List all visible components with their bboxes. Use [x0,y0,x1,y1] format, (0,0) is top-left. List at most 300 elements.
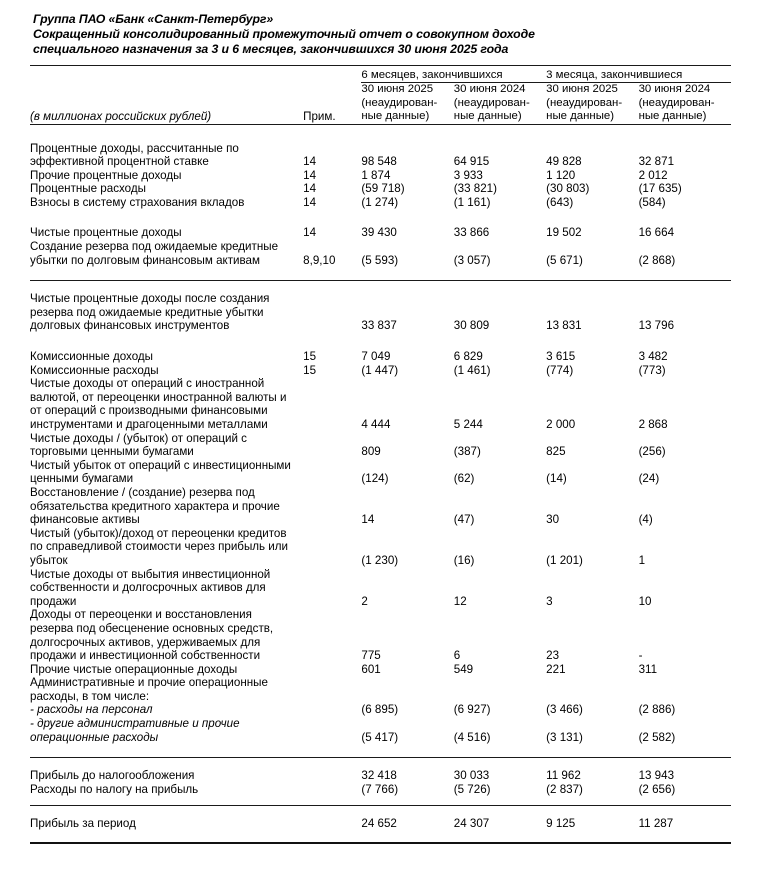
row-note: 14 [303,195,317,209]
spacer [30,806,731,817]
row-blank [546,622,638,636]
row-blank [454,690,546,704]
row-value-c4: 16 664 [638,226,675,240]
spacer [30,758,731,769]
row-value-c2: 6 829 [453,350,483,364]
row-value-c1: 1 874 [361,168,391,182]
title-line-1: Группа ПАО «Банк «Санкт-Петербург» [33,12,274,26]
row-blank [361,690,453,704]
row-value-c4: - [638,649,643,663]
table-row [30,377,731,391]
row-blank [361,540,453,554]
row-value-c1: (5 417) [361,730,399,744]
row-label-fee-income: Комиссионные доходы [30,350,154,364]
row-value-c4: (2 886) [638,703,676,717]
row-value-c3: (774) [546,363,574,377]
table-row [30,445,731,459]
row-value-c4: 32 871 [638,155,675,169]
row-note [303,554,361,568]
row-blank [361,636,453,650]
row-blank [361,292,453,306]
row-blank [639,500,731,514]
row-value-c4: 2 868 [638,418,668,432]
header-spacer [30,66,303,83]
row-value-c4: (4) [638,513,653,527]
row-blank [361,676,453,690]
row-blank [546,717,638,731]
row-value-c2: (1 461) [453,363,491,377]
spacer [30,124,731,142]
row-blank [639,690,731,704]
row-blank [546,690,638,704]
row-blank [546,527,638,541]
row-label-invsec-l1: Чистый убыток от операций с инвестиционными [30,458,291,472]
header-qualifier-row-1 [30,97,731,110]
row-blank [303,486,361,500]
table-row [30,142,731,156]
table-row [30,404,731,418]
header-empty-3 [30,97,303,110]
row-note [303,418,361,432]
row-value-c3: 30 [546,513,560,527]
header-qualifier-3a: (неаудирован- [546,96,623,109]
row-value-c1: 7 049 [361,350,391,364]
header-qualifier-4a: (неаудирован- [638,96,715,109]
row-label-fee-expense: Комиссионные расходы [30,363,159,377]
row-value-c1: (5 593) [361,253,399,267]
row-note [303,817,361,831]
row-label-fx-l4: инструментами и драгоценными металлами [30,418,268,432]
row-blank [303,500,361,514]
header-units-row [30,110,731,124]
document-title [33,12,731,58]
table-row [30,169,731,183]
row-blank [546,432,638,446]
closing-rule [30,842,731,844]
row-value-c1: 14 [361,513,375,527]
row-value-c4: 10 [638,594,652,608]
header-qualifier-2a: (неаудирован- [453,96,530,109]
spacer [30,281,731,292]
row-label-trading-l2: торговыми ценными бумагами [30,445,194,459]
row-blank [639,306,731,320]
header-qualifier-3b: ные данные) [546,110,638,124]
row-blank [454,540,546,554]
table-row [30,319,731,333]
row-value-c3: 825 [546,445,566,459]
row-blank [454,404,546,418]
row-note [303,595,361,609]
row-label-reval-l3: долгосрочных активов, удерживаемых для [30,635,261,649]
row-blank [454,240,546,254]
row-blank [546,486,638,500]
row-blank [546,636,638,650]
row-value-c1: 809 [361,445,381,459]
row-label-commit-l3: финансовые активы [30,513,140,527]
row-blank [361,581,453,595]
row-blank [303,404,361,418]
spacer [30,209,731,226]
row-note [303,731,361,745]
row-value-c2: 30 809 [453,319,490,333]
row-blank [454,459,546,473]
row-note: 14 [303,226,317,240]
header-empty-1 [30,83,303,97]
row-value-c2: (4 516) [453,730,491,744]
row-note: 14 [303,182,317,196]
header-qualifier-1b: ные данные) [361,110,453,124]
row-label-fx-l2: валютой, от переоценки иностранной валюты и [30,390,287,404]
table-row [30,817,731,831]
header-qualifier-2b: ные данные) [454,110,546,124]
row-value-c1: 24 652 [361,817,397,831]
row-value-c3: 49 828 [546,155,582,169]
row-value-c4: (256) [638,445,666,459]
row-value-c3: (643) [546,195,574,209]
row-note: 15 [303,363,317,377]
row-value-c2: (5 726) [453,782,491,796]
spacer [30,831,731,842]
row-value-c3: (5 671) [546,253,583,267]
row-value-c3: (1 201) [546,553,583,567]
table-row [30,717,731,731]
spacer [30,744,731,757]
row-value-c3: (2 837) [546,782,583,796]
row-blank [454,306,546,320]
row-value-c4: 2 012 [638,168,668,182]
header-group-row [30,66,731,83]
table-row [30,568,731,582]
table-row [30,254,731,268]
row-blank [303,717,361,731]
header-group-six-months: 6 месяцев, закончившихся [361,66,546,83]
row-blank [361,240,453,254]
row-blank [303,459,361,473]
header-spacer-note [303,66,361,83]
table-row [30,608,731,622]
row-blank [303,306,361,320]
table-row [30,155,731,169]
row-label-fx-l1: Чистые доходы от операций с иностранной [30,377,265,391]
row-blank [361,142,453,156]
row-label-deposit-insurance: Взносы в систему страхования вкладов [30,195,245,209]
row-blank [546,292,638,306]
spacer [30,806,731,817]
row-blank [361,717,453,731]
row-value-c2: (3 057) [453,253,491,267]
row-value-c2: 5 244 [453,418,483,432]
row-value-c1: (6 895) [361,703,399,717]
row-value-c2: (33 821) [453,182,497,196]
row-blank [361,527,453,541]
row-value-c1: 2 [361,594,368,608]
row-blank [454,622,546,636]
row-blank [546,459,638,473]
row-value-c3: 13 831 [546,319,582,333]
row-value-c1: 39 430 [361,226,397,240]
row-blank [639,142,731,156]
row-label-loansfv-l2: по справедливой стоимости через прибыль или [30,540,289,554]
title-line-3: специального назначения за 3 и 6 месяцев, закончившихся 30 июня 2025 года [33,42,509,57]
row-blank [546,676,638,690]
row-value-c2: 6 [453,649,461,663]
row-label-other-admin-l1: - другие административные и прочие [30,717,240,731]
row-value-c3: 3 [546,594,553,608]
row-note [303,472,361,486]
table-row [30,663,731,677]
row-blank [639,608,731,622]
row-label-loansfv-l1: Чистый (убыток)/доход от переоценки кредитов [30,526,287,540]
row-value-c3: (3 466) [546,703,583,717]
row-blank [546,500,638,514]
table-row [30,527,731,541]
row-value-c2: 24 307 [453,817,490,831]
row-value-c4: (2 656) [638,782,676,796]
row-label-reval-l4: продажи и инвестиционной собственности [30,649,261,663]
row-value-c1: (1 230) [361,553,399,567]
spacer [30,281,731,292]
row-blank [546,240,638,254]
row-value-c4: (17 635) [638,182,682,196]
row-value-c2: 64 915 [453,155,490,169]
row-label-commit-l2: обязательства кредитного характера и прочие [30,499,280,513]
row-value-c2: (387) [453,445,481,459]
row-value-c3: (14) [546,472,567,486]
row-note [303,769,361,783]
row-note [303,319,361,333]
row-value-c4: (2 868) [638,253,676,267]
row-note: 14 [303,168,317,182]
row-label-credit-loss-l1: Создание резерва под ожидаемые кредитные [30,240,279,254]
row-value-c3: 11 962 [546,769,581,783]
row-blank [303,391,361,405]
row-value-c4: 11 287 [638,817,674,831]
row-blank [361,622,453,636]
row-blank [454,568,546,582]
row-blank [361,500,453,514]
row-value-c1: (124) [361,472,389,486]
row-blank [303,636,361,650]
row-blank [454,717,546,731]
table-row [30,459,731,473]
row-label-other-interest-income: Прочие процентные доходы [30,168,182,182]
table-row [30,432,731,446]
row-blank [361,486,453,500]
row-label-admin-l1: Административные и прочие операционные [30,676,268,690]
row-label-trading-l1: Чистые доходы / (убыток) от операций с [30,431,247,445]
row-blank [639,581,731,595]
row-value-c1: (59 718) [361,182,405,196]
row-blank [454,608,546,622]
row-blank [303,540,361,554]
table-row [30,292,731,306]
row-label-disposal-l3: продажи [30,594,77,608]
row-value-c4: (584) [638,195,666,209]
row-value-c2: 12 [453,594,467,608]
row-blank [639,717,731,731]
table-row [30,540,731,554]
row-label-credit-loss-l2: убытки по долговым финансовым активам [30,253,260,267]
row-blank [361,459,453,473]
row-note: 8,9,10 [303,253,336,267]
row-value-c2: (47) [453,513,475,527]
row-value-c1: (1 274) [361,195,399,209]
spacer [30,267,731,280]
row-label-interest-income-l1: Процентные доходы, рассчитанные по [30,141,239,155]
table-row [30,306,731,320]
row-label-interest-expense: Процентные расходы [30,182,146,196]
row-value-c3: (30 803) [546,182,590,196]
row-blank [454,292,546,306]
row-blank [546,306,638,320]
row-blank [639,404,731,418]
table-row [30,581,731,595]
row-blank [639,432,731,446]
spacer-after-header [30,124,731,142]
spacer [30,267,731,280]
row-blank [361,377,453,391]
table-row [30,649,731,663]
table-row [30,595,731,609]
row-value-c3: 221 [546,662,566,676]
row-value-c4: 3 482 [638,350,668,364]
row-value-c4: 13 943 [638,769,675,783]
row-blank [639,676,731,690]
row-blank [303,608,361,622]
row-blank [639,240,731,254]
row-value-c4: (2 582) [638,730,676,744]
header-date-col-1: 30 июня 2025 [361,83,434,96]
row-blank [361,568,453,582]
row-blank [639,540,731,554]
row-blank [454,391,546,405]
row-label-loansfv-l3: убыток [30,553,68,567]
row-value-c2: 549 [453,662,474,676]
row-blank [361,404,453,418]
row-blank [303,690,361,704]
row-value-c3: 9 125 [546,817,576,831]
row-value-c4: (24) [638,472,660,486]
table-row [30,391,731,405]
row-value-c4: 311 [638,662,658,676]
row-blank [361,391,453,405]
row-value-c3: 2 000 [546,418,576,432]
row-label-commit-l1: Восстановление / (создание) резерва под [30,485,255,499]
row-value-c3: (3 131) [546,730,583,744]
spacer [30,333,731,350]
row-blank [639,527,731,541]
header-date-col-3: 30 июня 2025 [546,83,618,96]
row-blank [546,142,638,156]
row-label-net-interest-income: Чистые процентные доходы [30,226,182,240]
row-blank [454,636,546,650]
row-blank [361,306,453,320]
income-statement-table [30,66,731,844]
rule [30,842,731,844]
row-blank [639,636,731,650]
row-value-c4: (773) [638,363,666,377]
row-value-c3: 1 120 [546,168,576,182]
row-value-c4: 13 796 [638,319,675,333]
row-blank [454,486,546,500]
row-value-c2: (62) [453,472,475,486]
row-note [303,663,361,677]
table-row [30,703,731,717]
table-row [30,472,731,486]
table-row [30,196,731,210]
row-label-fx-l3: от операций с производными финансовыми [30,404,268,418]
row-label-other-operating: Прочие чистые операционные доходы [30,662,238,676]
row-blank [303,240,361,254]
spacer [30,209,731,226]
row-note: 15 [303,350,317,364]
row-blank [303,622,361,636]
table-row [30,240,731,254]
row-value-c2: (16) [453,553,475,567]
row-blank [639,377,731,391]
row-note [303,513,361,527]
row-blank [303,568,361,582]
table-row [30,364,731,378]
header-empty-2 [303,83,361,97]
row-blank [303,377,361,391]
row-blank [639,622,731,636]
table-row [30,622,731,636]
table-row [30,182,731,196]
row-value-c3: 23 [546,649,560,663]
units-label: (в миллионах российских рублей) [30,110,303,124]
row-note [303,703,361,717]
row-blank [303,581,361,595]
row-label-staff-costs: - расходы на персонал [30,703,153,717]
row-value-c1: (1 447) [361,363,399,377]
row-blank [454,676,546,690]
row-label-reval-l2: резерва под обесценение основных средств, [30,621,274,635]
row-label-interest-income-l2: эффективной процентной ставке [30,155,209,169]
row-blank [639,391,731,405]
row-blank [546,581,638,595]
table-row [30,486,731,500]
row-blank [639,568,731,582]
row-blank [361,432,453,446]
row-blank [303,432,361,446]
row-value-c2: 3 933 [453,168,483,182]
row-value-c2: (1 161) [453,195,491,209]
row-note [303,649,361,663]
row-blank [546,540,638,554]
row-blank [546,404,638,418]
row-label-disposal-l2: собственности и долгосрочных активов для [30,581,266,595]
row-label-invsec-l2: ценными бумагами [30,472,134,486]
table-row [30,554,731,568]
row-blank [303,527,361,541]
row-blank [303,676,361,690]
row-blank [454,432,546,446]
row-value-c2: (6 927) [453,703,491,717]
row-blank [454,527,546,541]
spacer [30,333,731,350]
row-note-empty [303,142,361,156]
row-value-c3: 3 615 [546,350,576,364]
row-blank [303,292,361,306]
spacer [30,831,731,842]
spacer [30,744,731,757]
row-label-nii-after-prov-l1: Чистые процентные доходы после создания [30,292,270,306]
row-blank [454,581,546,595]
row-note [303,783,361,797]
row-value-c1: 4 444 [361,418,391,432]
row-label-profit-for-period: Прибыль за период [30,817,136,831]
